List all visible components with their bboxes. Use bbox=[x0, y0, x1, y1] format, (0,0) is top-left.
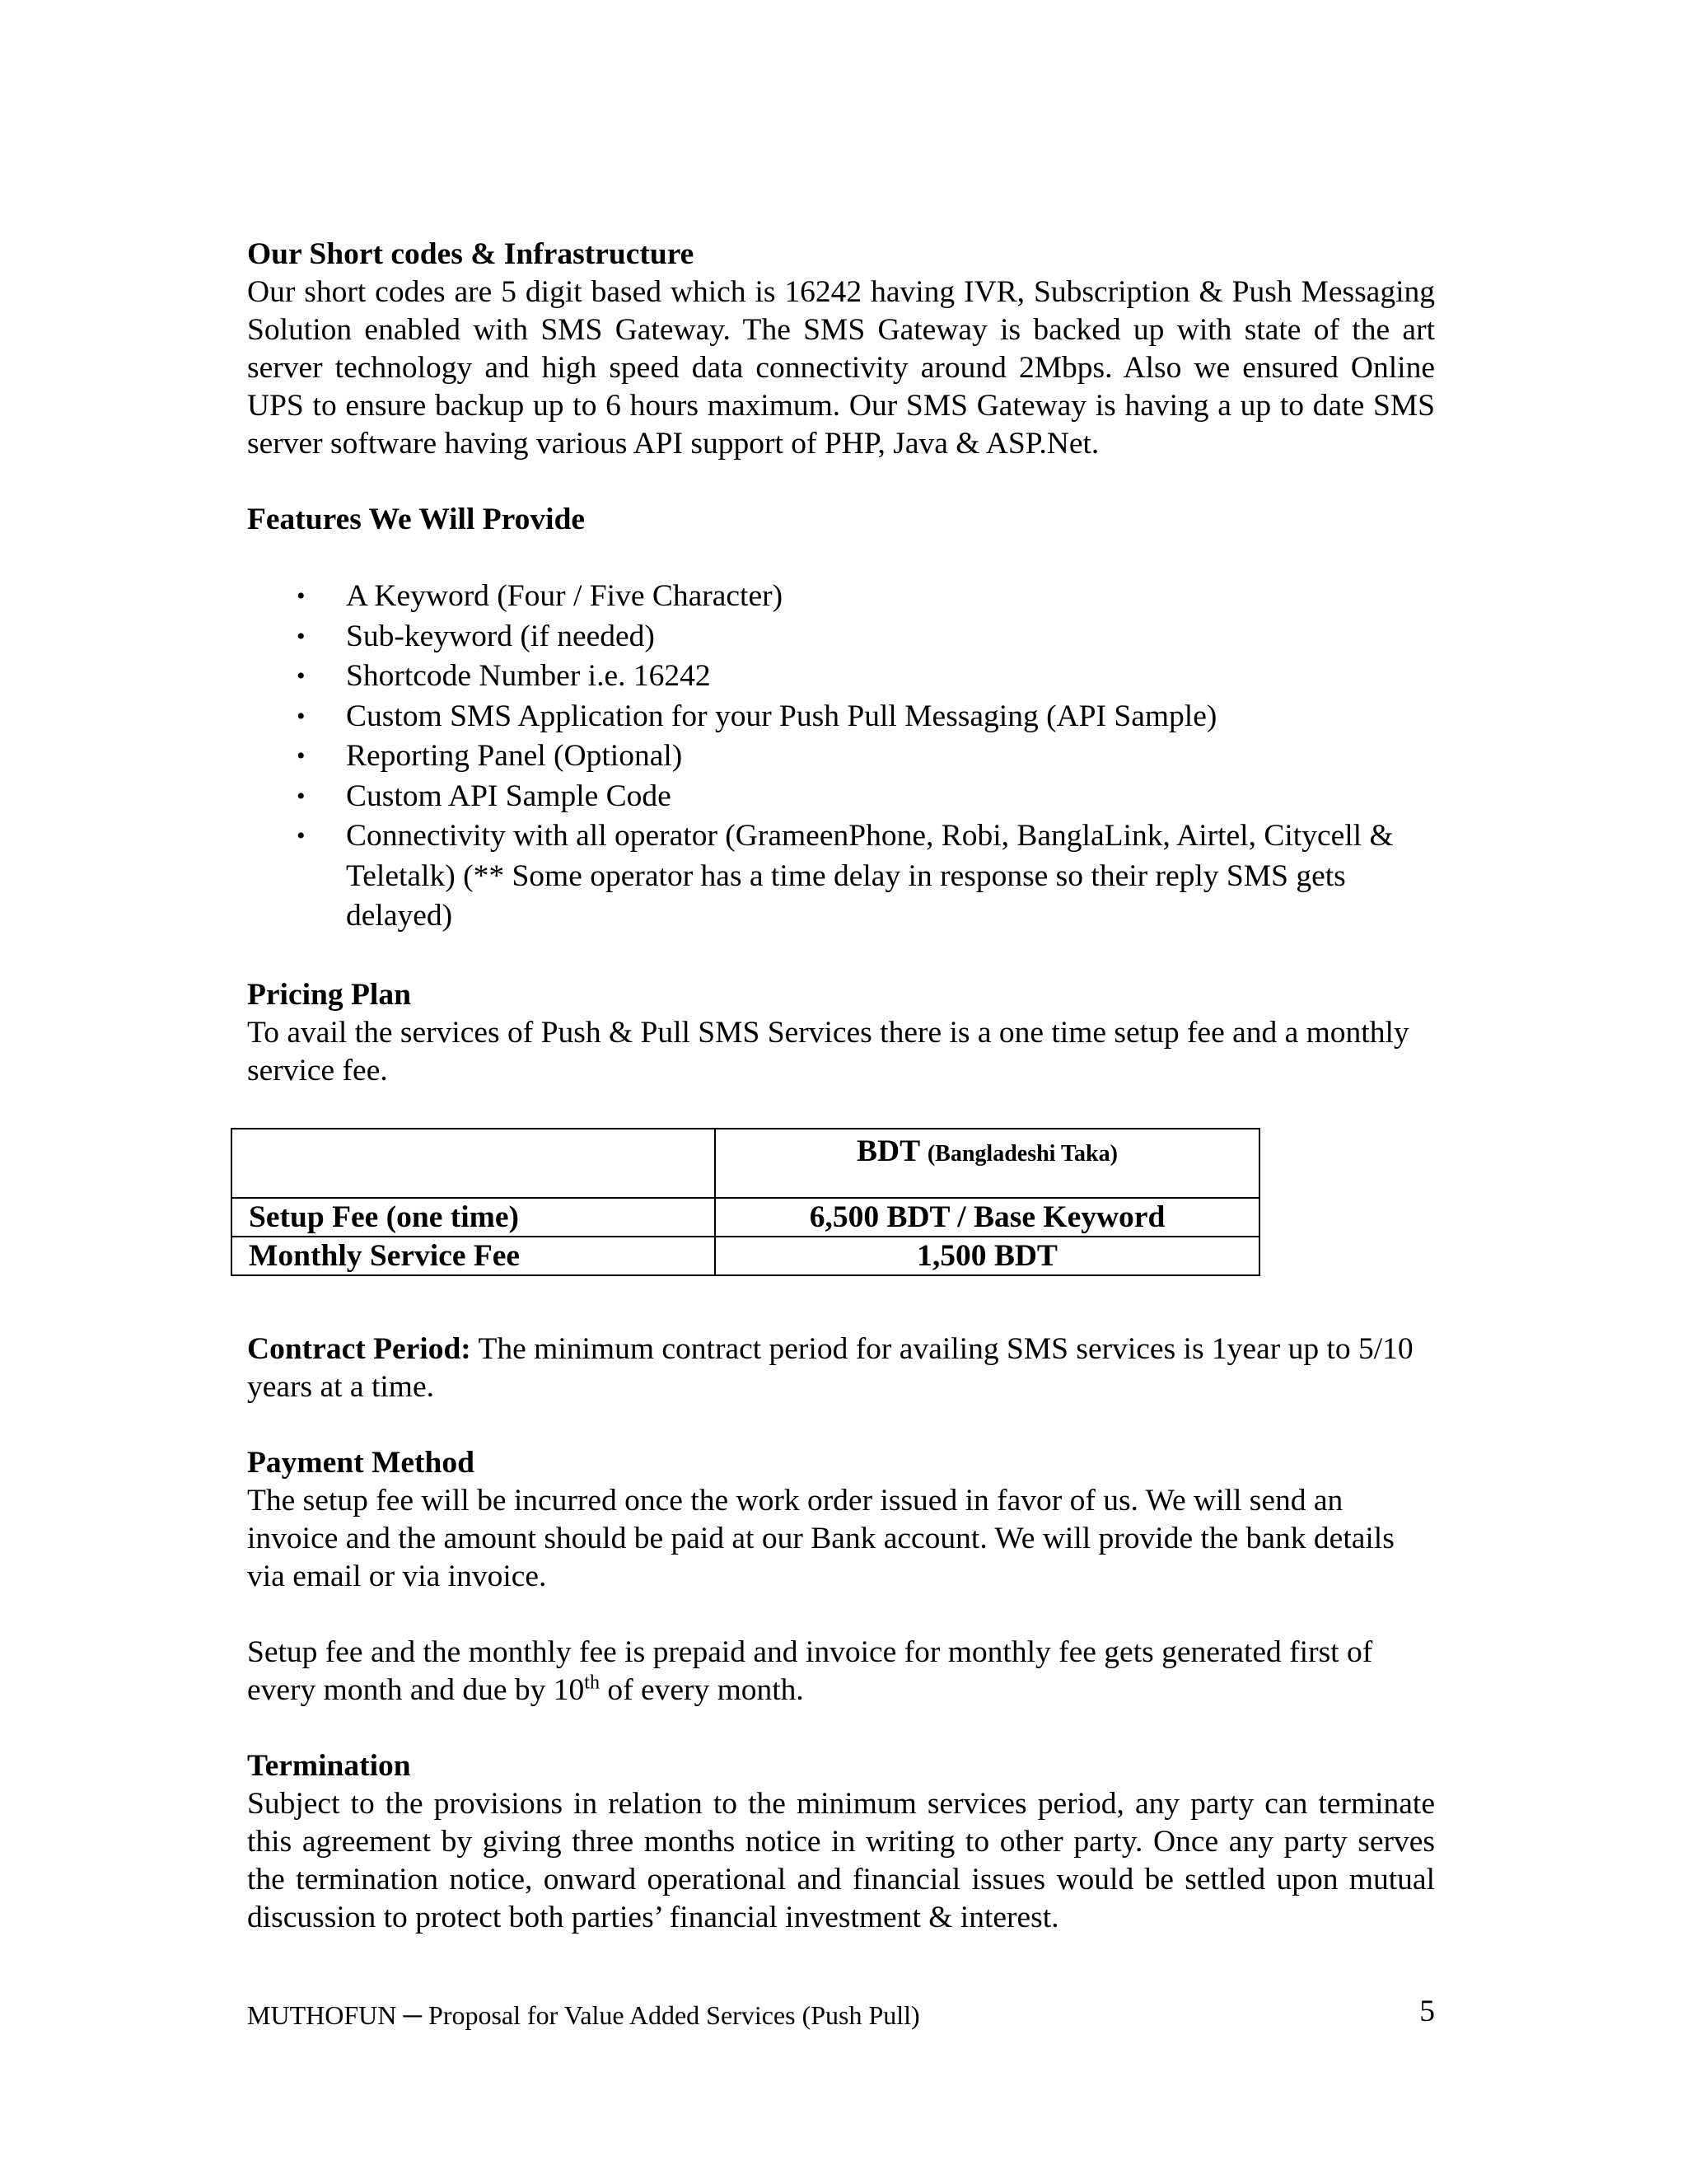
payment-heading: Payment Method bbox=[247, 1445, 474, 1480]
table-cell-label: Monthly Service Fee bbox=[231, 1237, 715, 1275]
table-cell-label: Setup Fee (one time) bbox=[231, 1198, 715, 1237]
payment-paragraph-2 bbox=[247, 1634, 1435, 1709]
contract-label: Contract Period: bbox=[247, 1331, 471, 1366]
bullet-icon: • bbox=[297, 582, 306, 610]
termination-paragraph: Subject to the provisions in relation to the minimum services period, any party can terminate this agreement by giving three months notice in writing to other party. Once any party serves the termination notice, onward operational and financial issues would be settled upon mutual discussion to protect both parties’ financial investment & interest. bbox=[247, 1786, 1435, 1934]
bullet-icon: • bbox=[297, 662, 306, 690]
list-item bbox=[247, 577, 1435, 617]
feature-text: Reporting Panel (Optional) bbox=[346, 739, 683, 773]
pricing-heading: Pricing Plan bbox=[247, 977, 411, 1012]
bullet-icon: • bbox=[297, 782, 306, 810]
list-item bbox=[247, 737, 1435, 777]
page-number: 5 bbox=[1419, 1995, 1435, 2028]
table-header-empty-cell bbox=[231, 1129, 715, 1198]
list-item bbox=[247, 697, 1435, 737]
infrastructure-heading: Our Short codes & Infrastructure bbox=[247, 237, 694, 271]
features-heading: Features We Will Provide bbox=[247, 503, 586, 536]
currency-label: BDT bbox=[857, 1134, 920, 1168]
list-item bbox=[247, 777, 1435, 817]
contract-text: The minimum contract period for availing SMS services is 1year up to 5/10 years at a time. bbox=[247, 1331, 1414, 1404]
bullet-icon: • bbox=[297, 742, 306, 769]
contract-paragraph bbox=[247, 1331, 1435, 1406]
table-cell-value: 1,500 BDT bbox=[715, 1237, 1259, 1275]
table-row bbox=[231, 1237, 1259, 1275]
page-footer bbox=[247, 1995, 1435, 2032]
feature-text: Custom SMS Application for your Push Pull Messaging (API Sample) bbox=[346, 699, 1217, 733]
feature-text: Connectivity with all operator (GrameenPhone, Robi, BanglaLink, Airtel, Citycell & Teletalk) (** Some operator has a time delay in response so their reply SMS gets delayed) bbox=[346, 819, 1394, 933]
pricing-table bbox=[231, 1128, 1260, 1276]
feature-text: Shortcode Number i.e. 16242 bbox=[346, 659, 711, 693]
payment-text-end: of every month. bbox=[599, 1672, 804, 1707]
bullet-icon: • bbox=[297, 622, 306, 650]
currency-sublabel: (Bangladeshi Taka) bbox=[927, 1140, 1118, 1167]
payment-paragraph-1: The setup fee will be incurred once the work order issued in favor of us. We will send an invoice and the amount should be paid at our Bank account. We will provide the bank details via email or via invoice. bbox=[247, 1483, 1395, 1593]
feature-text: Custom API Sample Code bbox=[346, 779, 671, 813]
ordinal-suffix: th bbox=[584, 1672, 600, 1693]
payment-text: Setup fee and the monthly fee is prepaid and invoice for monthly fee gets generated first of every month and due by 10 bbox=[247, 1634, 1373, 1707]
list-item bbox=[247, 657, 1435, 697]
table-header-currency bbox=[715, 1129, 1259, 1198]
bullet-icon: • bbox=[297, 822, 306, 849]
footer-text: MUTHOFUN ─ Proposal for Value Added Services (Push Pull) bbox=[247, 2000, 920, 2030]
table-cell-value: 6,500 BDT / Base Keyword bbox=[715, 1198, 1259, 1237]
list-item bbox=[247, 816, 1435, 937]
feature-text: A Keyword (Four / Five Character) bbox=[346, 579, 783, 613]
list-item bbox=[247, 617, 1435, 657]
pricing-intro: To avail the services of Push & Pull SMS Services there is a one time setup fee and a monthly service fee. bbox=[247, 1015, 1409, 1087]
features-list bbox=[247, 577, 1435, 937]
table-header-row bbox=[231, 1129, 1259, 1198]
feature-text: Sub-keyword (if needed) bbox=[346, 619, 655, 653]
table-row bbox=[231, 1198, 1259, 1237]
document-page bbox=[247, 236, 1435, 1937]
termination-heading: Termination bbox=[247, 1748, 411, 1783]
bullet-icon: • bbox=[297, 702, 306, 730]
infrastructure-paragraph: Our short codes are 5 digit based which is 16242 having IVR, Subscription & Push Messaging Solution enabled with SMS Gateway. The SMS Gateway is backed up with state of the art server technology and high speed data connectivity around 2Mbps. Also we ensured Online UPS to ensure backup up to 6 hours maximum. Our SMS Gateway is having a up to date SMS server software having various API support of PHP, Java & ASP.Net. bbox=[247, 275, 1435, 461]
